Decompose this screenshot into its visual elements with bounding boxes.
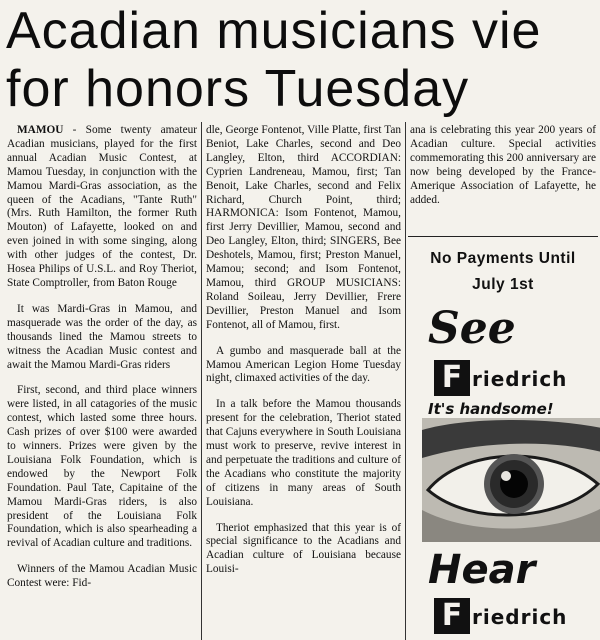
paragraph: Theriot emphasized that this year is of special significance to the Acadians and Acadian culture of Louisiana because Louisi- xyxy=(206,521,401,576)
ad-hear-word: Hear xyxy=(428,547,536,593)
headline xyxy=(6,2,596,118)
paragraph: Winners of the Mamou Acadian Music Contest were: Fid- xyxy=(7,563,197,590)
paragraph: ana is celebrating this year 200 years of Acadian culture. Special activities commemorating this 200 anniversary are now being developed by the France-Amerique Association of Lafayette, he added. xyxy=(410,124,596,206)
ad-top-rule xyxy=(408,236,598,237)
article-column-2 xyxy=(206,124,401,589)
column-divider-1 xyxy=(201,122,202,640)
dateline: MAMOU xyxy=(17,124,64,136)
headline-line-2: for honors Tuesday xyxy=(6,60,470,118)
paragraph: In a talk before the Mamou thousands present for the celebration, Theriot stated that Cajuns everywhere in South Louisiana must work to preserve, revive interest in and perpetuate the traditions and culture of the Acadians who constitute the majority of citizens in many areas of South Louisiana. xyxy=(206,398,401,508)
ad-line-2: July 1st xyxy=(472,276,534,293)
ad-f-block-2: F xyxy=(434,598,470,634)
paragraph-text: - Some twenty amateur Acadian musicians, played for the first annual Acadian Music Contest, at Mamou Tuesday, in conjunction with the Mamou Mardi-Gras association, as the queen of the Acadians, "Tante Ruth" (Mrs. Ruth Hamilton, the former Ruth Mouton) of Lafayette, looked on and even joined in with some singing, along with other judges of the contest, Dr. Hosea Philips of U.S.L. and Roy Theriot, State Comptroller, from Baton Rouge xyxy=(7,124,197,289)
headline-line-1: Acadian musicians vie xyxy=(6,2,542,60)
paragraph: A gumbo and masquerade ball at the Mamou American Legion Home Tuesday night, climaxed activities of the day. xyxy=(206,344,401,385)
ad-brand-name-2: riedrich xyxy=(472,605,568,629)
column-divider-2 xyxy=(405,122,406,640)
ad-line-1: No Payments Until xyxy=(430,250,576,267)
ad-brand-name: riedrich xyxy=(472,367,568,391)
article-column-1 xyxy=(7,124,197,603)
paragraph xyxy=(7,124,197,291)
paragraph: First, second, and third place winners were listed, in all catagories of the music contest, which lasted some three hours. Cash prizes of over $100 were awarded to winners. Prizes were given by the Louisiana Folk Foundation, which is endowed by the Newport Folk Foundation. Paul Tate, Capitaine of the Mamou Mardi-Gras riders, is also president of the Louisiana Folk Foundation, which is also spearheading a revival of Acadian culture and traditions. xyxy=(7,384,197,550)
article-column-3 xyxy=(410,124,596,219)
paragraph: dle, George Fontenot, Ville Platte, first Tan Beniot, Lake Charles, second and Deo Langley, Elton, third ACCORDIAN: Cyprien Landreneau, Mamou, first; Tan Benoit, Lake Charles, second and Felix Richard, Church Point, third; HARMONICA: Isom Fontenot, Mamou, first Jerry Devillier, Mamou, second and Deo Langley, Elton, third; SINGERS, Bee Deshotels, Mamou, first; Preston Manuel, Mamou; second; and Isom Fontenot, Mamou, third GROUP MUSICIANS: Roland Soileau, Jerry Devillier, Frere Devillier, Preston Manuel and Isom Fontenot, all of Mamou, first. xyxy=(206,124,401,331)
ad-f-block: F xyxy=(434,360,470,396)
eye-illustration xyxy=(422,418,600,542)
friedrich-advertisement xyxy=(408,240,598,640)
ad-tagline: It's handsome! xyxy=(428,400,554,418)
paragraph: It was Mardi-Gras in Mamou, and masquerade was the order of the day, as thousands lined the Mamou streets to witness the Acadian Music contest and await the Mamou Mardi-Gras riders xyxy=(7,302,197,371)
ad-see-word: See xyxy=(428,303,516,354)
